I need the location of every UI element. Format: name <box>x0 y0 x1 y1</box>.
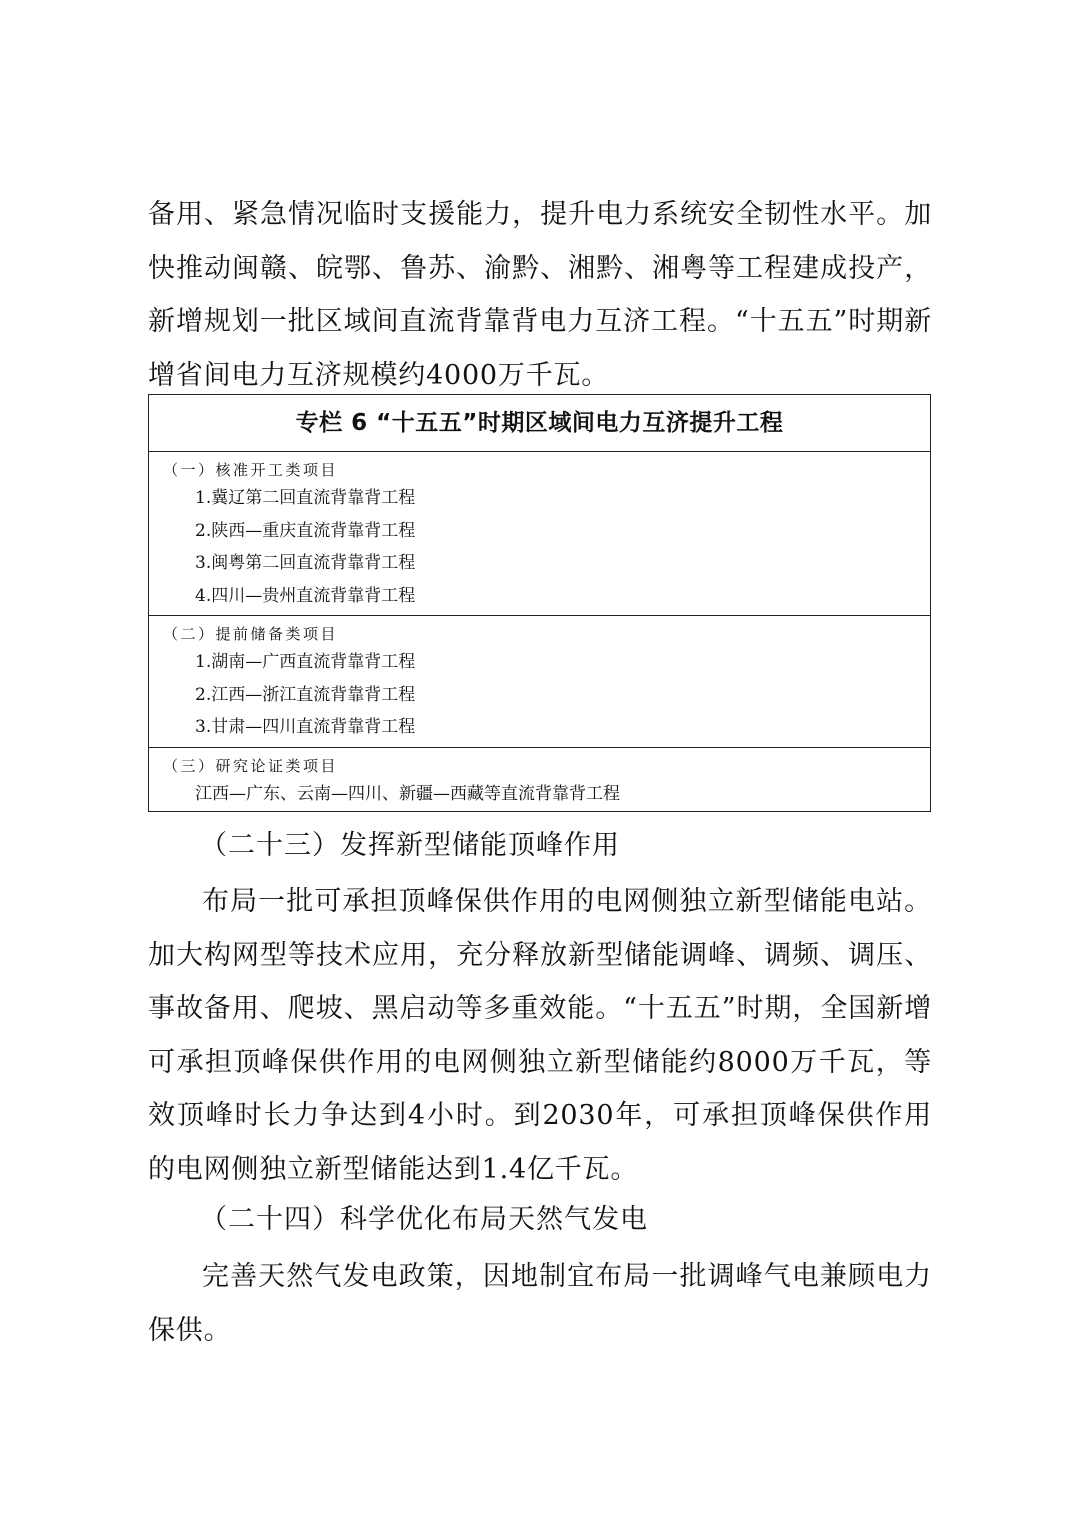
project-item: 3.闽粤第二回直流背靠背工程 <box>195 553 416 574</box>
project-list <box>163 778 930 811</box>
project-list <box>163 646 930 744</box>
section-heading: （三）研究论证类项目 <box>163 757 339 775</box>
project-item: 1.冀辽第二回直流背靠背工程 <box>195 488 416 508</box>
section-heading: （一）核准开工类项目 <box>163 461 339 479</box>
project-list <box>163 482 930 613</box>
column-box-title: 专栏 6 “十五五”时期区域间电力互济提升工程 <box>149 395 930 452</box>
section-23-paragraph: 布局一批可承担顶峰保供作用的电网侧独立新型储能电站。加大构网型等技术应用，充分释放新型储能调峰、调频、调压、事故备用、爬坡、黑启动等多重效能。“十五五”时期，全国新增可承担顶峰保供作用的电网侧独立新型储能约8000万千瓦，等效顶峰时长力争达到4小时。到2030年，可承担顶峰保供作用的电网侧独立新型储能达到1.4亿千瓦。 <box>148 886 932 1185</box>
project-section-reserve <box>149 616 930 748</box>
project-section-research <box>149 748 930 812</box>
project-item: 江西—广东、云南—四川、新疆—西藏等直流背靠背工程 <box>195 784 620 804</box>
column-box <box>148 394 931 812</box>
project-section-approved <box>149 452 930 616</box>
project-item: 1.湖南—广西直流背靠背工程 <box>195 652 416 672</box>
project-item: 2.陕西—重庆直流背靠背工程 <box>195 520 416 541</box>
project-item: 3.甘肃—四川直流背靠背工程 <box>195 717 416 738</box>
intro-paragraph: 备用、紧急情况临时支援能力，提升电力系统安全韧性水平。加快推动闽赣、皖鄂、鲁苏、渝黔、湘黔、湘粤等工程建成投产，新增规划一批区域间直流背靠背电力互济工程。“十五五”时期新增省间电力互济规模约4000万千瓦。 <box>148 199 932 391</box>
project-item: 4.四川—贵州直流背靠背工程 <box>195 586 416 607</box>
section-23-heading: （二十三）发挥新型储能顶峰作用 <box>200 830 620 861</box>
section-24-heading: （二十四）科学优化布局天然气发电 <box>200 1204 648 1235</box>
project-item: 2.江西—浙江直流背靠背工程 <box>195 684 416 705</box>
section-heading: （二）提前储备类项目 <box>163 625 339 643</box>
section-24-paragraph: 完善天然气发电政策，因地制宜布局一批调峰气电兼顾电力保供。 <box>148 1261 932 1346</box>
